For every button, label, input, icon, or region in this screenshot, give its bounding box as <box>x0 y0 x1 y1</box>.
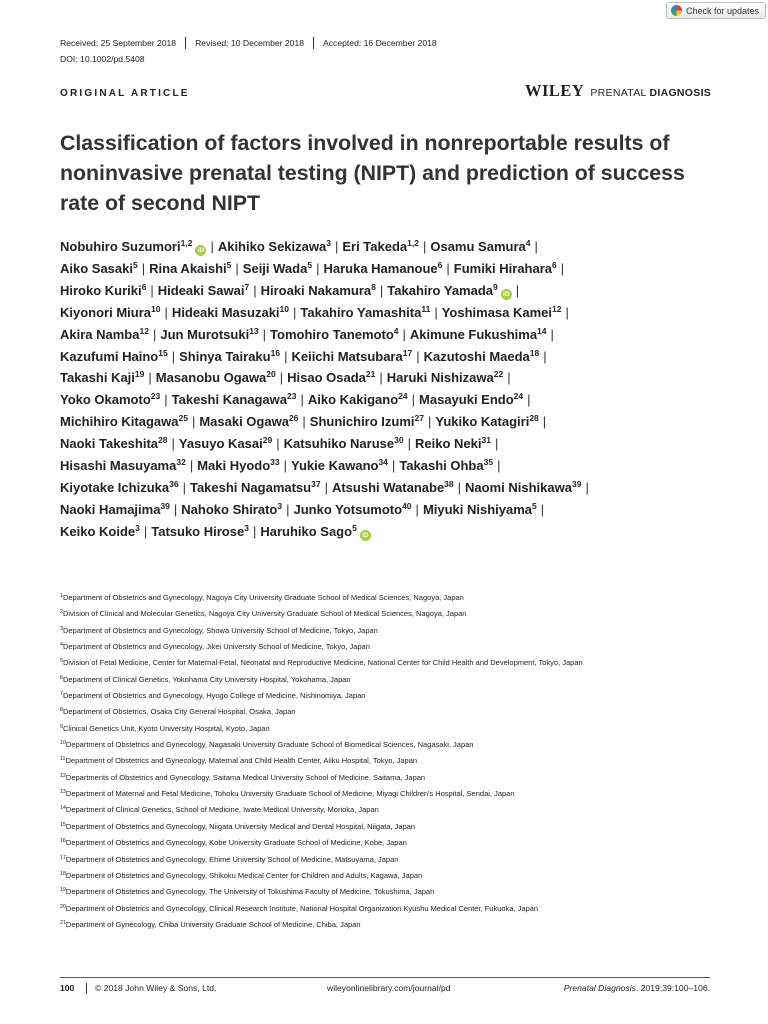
author-affiliation-ref[interactable]: 29 <box>262 435 273 446</box>
author-affiliation-ref[interactable]: 6 <box>552 259 557 270</box>
affiliation-text: Department of Obstetrics and Gynecology, Kobe University Graduate School of Medicine, Kobe, Japan <box>65 838 407 848</box>
affiliation-number: 1 <box>60 593 63 599</box>
author-name: Takahiro Yamashita <box>300 304 422 320</box>
author-name: Maki Hyodo <box>197 458 271 474</box>
author-name: Masaki Ogawa <box>199 414 289 430</box>
author-separator: | <box>148 370 152 386</box>
affiliation-item <box>60 786 750 802</box>
author-affiliation-ref[interactable]: 3 <box>244 522 249 533</box>
article-type: ORIGINAL ARTICLE <box>60 88 190 99</box>
author-separator: | <box>497 458 501 474</box>
author-line <box>60 324 750 346</box>
author-separator: | <box>379 370 383 386</box>
author-affiliation-ref[interactable]: 3 <box>326 238 331 248</box>
author-line <box>60 499 750 521</box>
affiliation-item <box>60 819 750 835</box>
author-separator: | <box>542 414 547 430</box>
author-separator: | <box>391 458 396 474</box>
author-affiliation-ref[interactable]: 21 <box>365 369 376 380</box>
affiliation-number: 5 <box>60 658 63 665</box>
author-name: Michihiro Kitagawa <box>60 414 179 430</box>
affiliation-number: 20 <box>60 903 66 910</box>
author-separator: | <box>434 304 438 320</box>
author-separator: | <box>534 239 538 254</box>
author-name: Naomi Nishikawa <box>465 479 572 495</box>
affiliation-number: 10 <box>60 740 66 747</box>
copyright: © 2018 John Wiley & Sons, Ltd. <box>86 983 216 994</box>
author-affiliation-ref[interactable]: 31 <box>481 435 491 446</box>
author-name: Seiji Wada <box>242 260 308 276</box>
author-separator: | <box>457 479 462 495</box>
author-name: Shinya Tairaku <box>179 348 271 364</box>
author-separator: | <box>316 260 320 276</box>
author-name: Keiko Koide <box>60 523 136 539</box>
author-name: Jun Murotsuki <box>160 326 250 342</box>
author-separator: | <box>527 392 531 408</box>
author-separator: | <box>422 239 427 254</box>
affiliation-number: 14 <box>60 805 66 812</box>
author-separator: | <box>150 282 154 298</box>
journal-url[interactable]: wileyonlinelibrary.com/journal/pd <box>327 983 451 993</box>
author-separator: | <box>407 436 411 452</box>
check-for-updates-label: Check for updates <box>686 5 760 16</box>
author-affiliation-ref[interactable]: 27 <box>414 413 424 424</box>
author-line <box>60 477 750 499</box>
author-affiliation-ref[interactable]: 26 <box>288 413 299 424</box>
author-separator: | <box>262 326 267 342</box>
affiliation-item <box>60 770 750 786</box>
author-name: Akihiko Sekizawa <box>217 239 327 254</box>
orcid-icon[interactable]: iD <box>195 245 206 256</box>
affiliation-text: Department of Obstetrics and Gynecology, Nagasaki University Graduate School of Biomedical Sciences, Nagasaki, Japan <box>65 740 474 750</box>
author-separator: | <box>152 326 157 342</box>
author-separator: | <box>507 370 511 386</box>
orcid-icon[interactable]: iD <box>360 530 371 541</box>
author-name: Shunichiro Izumi <box>309 414 415 430</box>
author-separator: | <box>252 523 257 539</box>
author-affiliation-ref[interactable]: 20 <box>266 369 276 380</box>
author-name: Hisashi Masuyama <box>60 458 177 474</box>
received-date: Received: 25 September 2018 <box>60 37 186 49</box>
affiliation-text: Division of Fetal Medicine, Center for Maternal-Fetal, Neonatal and Reproductive Medicine, National Center for Child Health and Development, Tokyo, Japan <box>62 658 583 668</box>
author-name: Haruka Hamanoue <box>323 260 438 276</box>
author-name: Rina Akaishi <box>149 260 227 276</box>
author-name: Nobuhiro Suzumori <box>60 239 181 254</box>
author-affiliation-ref[interactable]: 23 <box>150 391 161 402</box>
author-separator: | <box>141 260 146 276</box>
affiliation-item <box>60 606 750 622</box>
author-affiliation-ref[interactable]: 23 <box>287 391 297 402</box>
author-separator: | <box>284 348 288 364</box>
journal-logo <box>525 81 711 101</box>
author-line <box>60 280 750 302</box>
author-separator: | <box>334 239 339 254</box>
affiliation-number: 7 <box>60 691 63 698</box>
affiliation-item <box>60 884 750 900</box>
author-separator: | <box>171 436 175 452</box>
author-separator: | <box>283 458 288 474</box>
accepted-date: Accepted: 16 December 2018 <box>323 38 437 48</box>
author-name: Junko Yotsumoto <box>293 501 403 517</box>
author-affiliation-ref[interactable]: 19 <box>134 369 145 380</box>
author-affiliation-ref[interactable]: 8 <box>371 281 376 292</box>
affiliation-text: Clinical Genetics Unit, Kyoto University Hospital, Kyoto, Japan <box>62 723 270 733</box>
author-affiliation-ref[interactable]: 22 <box>493 369 504 380</box>
check-for-updates-button[interactable] <box>666 2 766 19</box>
author-line <box>60 389 750 411</box>
author-name: Reiko Neki <box>414 436 482 452</box>
author-affiliation-ref[interactable]: 3 <box>277 500 283 511</box>
author-separator: | <box>494 436 499 452</box>
author-line <box>60 455 750 477</box>
affiliation-text: Department of Obstetrics and Gynecology, Showa University School of Medicine, Tokyo, Japan <box>62 625 378 635</box>
author-affiliation-ref[interactable]: 25 <box>178 413 188 424</box>
author-name: Eri Takeda <box>342 239 408 254</box>
affiliation-text: Department of Clinical Genetics, Yokohama City University Hospital, Yokohama, Japan <box>62 674 351 684</box>
affiliation-text: Department of Maternal and Fetal Medicine, Tohoku University Graduate School of Medicine, Miyagi Children's Hospital, Sendai, Japan <box>65 789 515 799</box>
author-affiliation-ref[interactable]: 32 <box>176 457 186 468</box>
author-name: Keiichi Matsubara <box>291 348 403 364</box>
author-affiliation-ref[interactable]: 14 <box>537 325 547 336</box>
page-number: 100 <box>60 983 75 993</box>
author-separator: | <box>402 326 406 342</box>
author-name: Katsuhiko Naruse <box>283 436 395 452</box>
affiliation-number: 21 <box>60 919 66 926</box>
affiliation-item <box>60 623 750 639</box>
author-name: Kiyonori Miura <box>60 304 152 320</box>
affiliation-item <box>60 688 750 704</box>
author-affiliation-ref[interactable]: 18 <box>529 347 540 358</box>
author-affiliation-ref[interactable]: 13 <box>249 325 259 336</box>
doi[interactable]: DOI: 10.1002/pd.5408 <box>60 54 145 64</box>
affiliation-text: Department of Obstetrics and Gynecology, Ehime University School of Medicine, Matsuyama, Japan <box>65 854 399 864</box>
affiliation-text: Department of Obstetrics and Gynecology, Maternal and Child Health Center, Aiiku Hospital, Tokyo, Japan <box>65 756 418 766</box>
author-name: Haruhiko Sago <box>260 523 353 539</box>
author-name: Haruki Nishizawa <box>386 370 494 386</box>
author-name: Kazufumi Haino <box>60 348 159 364</box>
author-name: Osamu Samura <box>430 239 526 254</box>
author-name: Naoki Hamajima <box>60 501 161 517</box>
author-separator: | <box>585 479 589 495</box>
author-name: Hideaki Masuzaki <box>171 304 280 320</box>
affiliation-number: 13 <box>60 789 66 796</box>
affiliation-item <box>60 737 750 753</box>
affiliation-list <box>60 590 750 933</box>
author-affiliation-ref[interactable]: 24 <box>513 391 524 402</box>
affiliation-text: Department of Gynecology, Chiba University Graduate School of Medicine, Chiba, Japan <box>65 919 361 929</box>
author-separator: | <box>300 392 304 408</box>
author-separator: | <box>415 501 419 517</box>
author-affiliation-ref[interactable]: 39 <box>160 500 170 511</box>
author-affiliation-ref[interactable]: 5 <box>226 259 232 270</box>
affiliation-number: 11 <box>60 756 66 763</box>
author-affiliation-ref[interactable]: 6 <box>141 281 147 292</box>
author-name: Yoko Okamoto <box>60 392 151 408</box>
author-line <box>60 433 750 455</box>
author-affiliation-ref[interactable]: 30 <box>394 435 404 446</box>
author-separator: | <box>446 260 450 276</box>
author-separator: | <box>540 501 545 517</box>
affiliation-item <box>60 753 750 769</box>
author-affiliation-ref[interactable]: 5 <box>532 500 537 511</box>
affiliation-number: 19 <box>60 887 66 894</box>
affiliation-text: Department of Obstetrics and Gynecology, Niigata University Medical and Dental Hospital, Niigata, Japan <box>65 821 416 831</box>
author-separator: | <box>164 392 168 408</box>
author-affiliation-ref[interactable]: 28 <box>529 413 539 424</box>
affiliation-item <box>60 901 750 917</box>
affiliation-number: 17 <box>60 854 66 861</box>
affiliation-text: Division of Clinical and Molecular Genetics, Nagoya City University Graduate School of Medical Sciences, Nagoya, Japan <box>62 609 467 619</box>
author-name: Hiroko Kuriki <box>60 282 142 298</box>
author-name: Masanobu Ogawa <box>155 370 267 386</box>
affiliation-number: 6 <box>60 674 63 681</box>
affiliation-number: 2 <box>60 609 63 616</box>
author-separator: | <box>286 501 290 517</box>
author-name: Fumiki Hirahara <box>453 260 553 276</box>
affiliation-text: Department of Obstetrics and Gynecology, Nagoya City University Graduate School of Medical Sciences, Nagoya, Japan <box>62 593 464 602</box>
author-separator: | <box>143 523 148 539</box>
author-separator: | <box>560 260 565 276</box>
author-affiliation-ref[interactable]: 36 <box>169 478 179 489</box>
author-affiliation-ref[interactable]: 9 <box>493 281 498 292</box>
affiliation-item <box>60 852 750 868</box>
author-line <box>60 411 750 433</box>
affiliation-item <box>60 704 750 720</box>
author-affiliation-ref[interactable]: 5 <box>307 259 313 270</box>
author-separator: | <box>210 239 214 254</box>
author-name: Aiko Sasaki <box>60 260 133 276</box>
affiliation-item <box>60 802 750 818</box>
author-line <box>60 258 750 280</box>
author-affiliation-ref[interactable]: 7 <box>244 281 250 292</box>
author-name: Yasuyo Kasai <box>178 436 263 452</box>
author-list <box>60 236 750 543</box>
affiliation-item <box>60 655 750 671</box>
author-name: Kazutoshi Maeda <box>423 348 530 364</box>
author-affiliation-ref[interactable]: 1,2 <box>407 238 419 248</box>
author-affiliation-ref[interactable]: 17 <box>402 347 413 358</box>
affiliation-item <box>60 835 750 851</box>
author-line <box>60 346 750 368</box>
author-separator: | <box>279 370 284 386</box>
author-separator: | <box>253 282 257 298</box>
author-separator: | <box>428 414 432 430</box>
author-affiliation-ref[interactable]: 35 <box>483 457 494 468</box>
affiliation-text: Department of Clinical Genetics, School of Medicine, Iwate Medical University, Morioka, Japan <box>65 805 379 815</box>
author-affiliation-ref[interactable]: 33 <box>270 457 280 468</box>
author-affiliation-ref[interactable]: 3 <box>135 522 140 533</box>
affiliation-item <box>60 672 750 688</box>
author-affiliation-ref[interactable]: 37 <box>311 478 321 489</box>
author-affiliation-ref[interactable]: 12 <box>552 303 562 314</box>
author-name: Yoshimasa Kamei <box>441 304 553 320</box>
author-name: Takashi Kaji <box>60 370 135 386</box>
affiliation-number: 15 <box>60 821 66 828</box>
author-affiliation-ref[interactable]: 24 <box>398 391 408 402</box>
author-affiliation-ref[interactable]: 38 <box>444 478 454 489</box>
author-name: Aiko Kakigano <box>307 392 399 408</box>
author-name: Takeshi Kanagawa <box>171 392 288 408</box>
author-name: Miyuki Nishiyama <box>422 501 533 517</box>
journal-name: PRENATAL DIAGNOSIS <box>590 87 712 99</box>
author-separator: | <box>565 304 569 320</box>
author-affiliation-ref[interactable]: 39 <box>571 478 582 489</box>
affiliation-text: Department of Obstetrics and Gynecology, Shikoku Medical Center for Children and Adults, Kagawa, Japan <box>65 870 423 880</box>
author-name: Tatsuko Hirose <box>151 523 245 539</box>
author-name: Nahoko Shirato <box>181 501 278 517</box>
footer-divider <box>60 977 710 978</box>
author-name: Tomohiro Tanemoto <box>270 326 394 342</box>
affiliation-item <box>60 721 750 737</box>
affiliation-number: 16 <box>60 838 66 845</box>
author-separator: | <box>171 348 176 364</box>
author-name: Takashi Ohba <box>399 458 484 474</box>
author-separator: | <box>416 348 420 364</box>
author-name: Yukiko Katagiri <box>435 414 530 430</box>
author-separator: | <box>379 282 384 298</box>
affiliation-number: 3 <box>60 625 63 632</box>
author-name: Naoki Takeshita <box>60 436 159 452</box>
affiliation-number: 8 <box>60 707 63 714</box>
author-name: Kiyotake Ichizuka <box>60 479 170 495</box>
affiliation-item <box>60 917 750 933</box>
author-name: Yukie Kawano <box>291 458 379 474</box>
author-affiliation-ref[interactable]: 16 <box>270 347 281 358</box>
author-affiliation-ref[interactable]: 4 <box>393 325 399 336</box>
author-affiliation-ref[interactable]: 10 <box>151 303 161 314</box>
author-separator: | <box>182 479 186 495</box>
revised-date: Revised: 10 December 2018 <box>186 37 314 49</box>
article-title: Classification of factors involved in nonreportable results of noninvasive prenatal testing (NIPT) and prediction of success rate of second NIPT <box>60 131 685 215</box>
author-separator: | <box>164 304 168 320</box>
author-separator: | <box>293 304 297 320</box>
affiliation-text: Department of Obstetrics and Gynecology, The University of Tokushima Faculty of Medicine, Tokushima, Japan <box>65 887 435 897</box>
author-line <box>60 302 750 324</box>
author-name: Akira Namba <box>60 326 140 342</box>
affiliation-text: Departments of Obstetrics and Gynecology, Saitama Medical University School of Medicine, Saitama, Japan <box>65 772 426 782</box>
author-affiliation-ref[interactable]: 5 <box>352 522 357 533</box>
affiliation-text: Department of Obstetrics, Osaka City General Hospital, Osaka, Japan <box>62 707 296 717</box>
author-separator: | <box>191 414 196 430</box>
citation: Prenatal Diagnosis. 2019;39:100–106. <box>563 983 710 993</box>
author-affiliation-ref[interactable]: 5 <box>133 259 138 270</box>
affiliation-number: 12 <box>60 772 66 779</box>
author-affiliation-ref[interactable]: 28 <box>158 435 168 446</box>
author-affiliation-ref[interactable]: 10 <box>279 303 289 314</box>
author-name: Hideaki Sawai <box>157 282 245 298</box>
author-line <box>60 521 750 543</box>
author-separator: | <box>411 392 416 408</box>
author-separator: | <box>173 501 178 517</box>
crossmark-icon <box>671 5 682 16</box>
author-affiliation-ref[interactable]: 4 <box>525 238 531 248</box>
author-separator: | <box>515 282 520 298</box>
author-affiliation-ref[interactable]: 15 <box>158 347 168 358</box>
author-affiliation-ref[interactable]: 34 <box>378 457 388 468</box>
affiliation-text: Department of Obstetrics and Gynecology, Jikei University School of Medicine, Tokyo, Japan <box>62 642 370 652</box>
author-name: Masayuki Endo <box>419 392 514 408</box>
affiliation-item <box>60 590 750 606</box>
author-name: Hiroaki Nakamura <box>260 282 372 298</box>
author-line <box>60 367 750 389</box>
affiliation-text: Department of Obstetrics and Gynecology, Clinical Research Institute, National Hospital Organization Kyushu Medical Center, Fukuoka, Japan <box>65 903 539 913</box>
author-affiliation-ref[interactable]: 11 <box>421 303 431 314</box>
author-line <box>60 236 750 258</box>
publisher-logo: WILEY <box>525 81 585 100</box>
author-separator: | <box>302 414 306 430</box>
orcid-icon[interactable]: iD <box>501 289 512 300</box>
affiliation-number: 9 <box>60 723 63 730</box>
affiliation-number: 4 <box>60 642 63 649</box>
author-affiliation-ref[interactable]: 6 <box>437 259 443 270</box>
author-separator: | <box>550 326 554 342</box>
author-affiliation-ref[interactable]: 12 <box>139 325 149 336</box>
author-affiliation-ref[interactable]: 40 <box>402 500 412 511</box>
author-separator: | <box>276 436 280 452</box>
author-separator: | <box>543 348 547 364</box>
author-affiliation-ref[interactable]: 1,2 <box>180 238 193 248</box>
author-separator: | <box>235 260 239 276</box>
affiliation-number: 18 <box>60 870 66 877</box>
author-separator: | <box>324 479 328 495</box>
author-name: Takahiro Yamada <box>387 282 494 298</box>
author-name: Akimune Fukushima <box>409 326 538 342</box>
affiliation-item <box>60 639 750 655</box>
article-dates <box>60 37 446 49</box>
author-name: Hisao Osada <box>287 370 366 386</box>
affiliation-item <box>60 868 750 884</box>
affiliation-text: Department of Obstetrics and Gynecology, Hyogo College of Medicine, Nishinomiya, Japan <box>62 691 366 701</box>
author-separator: | <box>189 458 194 474</box>
author-name: Atsushi Watanabe <box>331 479 445 495</box>
author-name: Takeshi Nagamatsu <box>189 479 312 495</box>
